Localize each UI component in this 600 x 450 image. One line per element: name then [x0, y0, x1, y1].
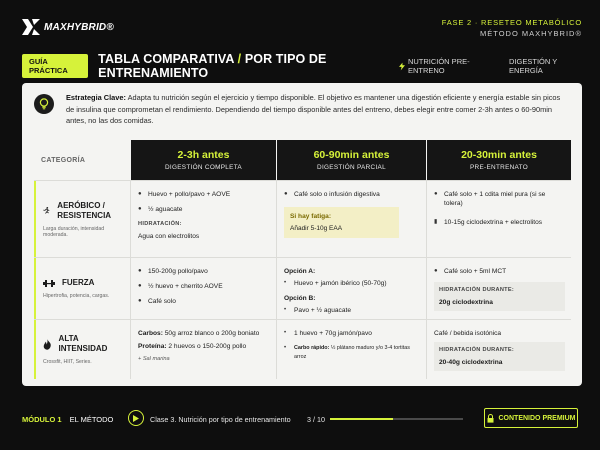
- cell-60-90min: [276, 181, 426, 257]
- food-item: Café solo: [148, 298, 176, 305]
- column-header-2-3h: [130, 140, 276, 180]
- cell-20-30min: [426, 320, 571, 379]
- food-item: Pavo + ½ aguacate: [294, 307, 352, 314]
- tag-label: DIGESTIÓN Y ENERGÍA: [509, 57, 558, 75]
- food-item: ½ huevo + cherrito AOVE: [148, 283, 223, 290]
- cell-2-3h: [130, 258, 276, 319]
- cell-60-90min: [276, 320, 426, 379]
- carbs-value: 50g arroz blanco o 200g boniato: [162, 330, 260, 337]
- meat-icon: ●: [138, 268, 142, 274]
- play-button[interactable]: [128, 410, 144, 426]
- carbs-label: Carbos:: [138, 330, 163, 337]
- lesson-title[interactable]: Clase 3. Nutrición por tipo de entrenamiento: [150, 415, 291, 424]
- tag-label: NUTRICIÓN PRE-ENTRENO: [407, 57, 470, 75]
- option-a-title: Opción A:: [284, 268, 316, 275]
- hydration-label: HIDRATACIÓN DURANTE:: [439, 347, 515, 353]
- title-main: TABLA COMPARATIVA: [98, 52, 235, 66]
- hydration-box: [434, 342, 565, 371]
- flame-icon: [43, 339, 52, 350]
- coffee-icon: ●: [434, 268, 438, 274]
- category-name: ALTA INTENSIDAD: [58, 334, 108, 353]
- salt-note: + Sal marina: [138, 356, 170, 362]
- premium-button[interactable]: [484, 408, 578, 428]
- brand-name: MAXHYBRID®: [44, 21, 114, 33]
- bullet-icon: •: [284, 345, 287, 351]
- tag-digestion: [509, 57, 582, 75]
- column-header-60-90min: [276, 140, 426, 180]
- column-time: 60-90min antes: [313, 149, 390, 161]
- topic-tags: [399, 57, 582, 75]
- progress-fill: [330, 418, 393, 420]
- premium-label: CONTENIDO PREMIUM: [498, 414, 576, 422]
- bottle-icon: ▮: [434, 219, 438, 225]
- strategy-text: [66, 92, 570, 129]
- hydration-value: 20-40g ciclodextrina: [439, 359, 503, 366]
- strategy-body: Adapta tu nutrición según el ejercicio y tiempo disponible. El objetivo es mantener una digestión eficiente y energía estable sin picos de insulina que comprometan el rendimiento. Dependiendo del tiempo disponible antes del entreno, debes elegir entre comer 2-3h antes o 60-90min antes, no las dos comidas.: [66, 93, 561, 125]
- page-title: [98, 52, 399, 80]
- row-category: [34, 181, 130, 257]
- method-label: MÉTODO MAXHYBRID®: [480, 29, 582, 38]
- egg-icon: ●: [138, 283, 142, 289]
- table-row-high-intensity: [34, 319, 571, 379]
- fast-carb-label: Carbo rápido:: [294, 345, 330, 351]
- food-item: 1 huevo + 70g jamón/pavo: [294, 330, 372, 337]
- cell-20-30min: [426, 181, 571, 257]
- comparison-card: [22, 83, 582, 386]
- hydration-value: Agua con electrolitos: [138, 233, 200, 240]
- fast-carb-value: ½ plátano maduro y/o 3-4 tortitas arroz: [294, 345, 410, 360]
- hydration-box: [434, 282, 565, 311]
- title-bar: [22, 52, 582, 80]
- column-type: PRE-ENTRENATO: [470, 164, 528, 171]
- bullet-icon: •: [284, 307, 287, 313]
- running-icon: [43, 205, 50, 216]
- hydration-value: 20g ciclodextrina: [439, 299, 493, 306]
- protein-value: 2 huevos o 150-200g pollo: [166, 343, 247, 350]
- phase-label: FASE 2 · RESETEO METABÓLICO: [441, 18, 582, 27]
- tip-title: Si hay fatiga:: [290, 213, 332, 220]
- strategy-note: [34, 92, 570, 129]
- food-item: ½ aguacate: [148, 206, 183, 213]
- lock-icon: [487, 414, 494, 423]
- category-subtitle: Larga duración, intensidad moderada.: [43, 225, 105, 238]
- category-header: CATEGORÍA: [41, 156, 86, 164]
- coffee-icon: ●: [284, 191, 288, 197]
- food-item: Huevo + pollo/pavo + AOVE: [148, 191, 231, 198]
- title-sub: POR TIPO DE ENTRENAMIENTO: [98, 52, 327, 80]
- hydration-label: HIDRATACIÓN DURANTE:: [439, 287, 515, 293]
- fatigue-tip: [284, 207, 399, 238]
- lesson-footer: [0, 394, 600, 450]
- table-row-aerobic: [34, 180, 571, 257]
- coffee-icon: ●: [434, 191, 438, 197]
- dumbbell-icon: [43, 279, 55, 288]
- cell-20-30min: [426, 258, 571, 319]
- food-item: Café / bebida isotónica: [434, 330, 502, 337]
- food-item: Huevo + jamón ibérico (50-70g): [294, 280, 387, 287]
- lightning-icon: [399, 62, 405, 71]
- hydration-label: HIDRATACIÓN:: [138, 221, 182, 227]
- page-counter: 3 / 10: [307, 415, 325, 424]
- column-type: DIGESTIÓN COMPLETA: [164, 164, 242, 171]
- phase-info: [442, 17, 582, 39]
- module-info[interactable]: [22, 415, 113, 424]
- tag-nutrition: [399, 57, 493, 75]
- table-row-strength: [34, 257, 571, 319]
- category-subtitle: Hipertrofia, potencia, cargas.: [43, 293, 110, 299]
- column-time: 20-30min antes: [461, 149, 537, 161]
- column-time: 2-3h antes: [177, 149, 230, 161]
- column-header-20-30min: [426, 140, 571, 180]
- cell-2-3h: [130, 320, 276, 379]
- cell-2-3h: [130, 181, 276, 257]
- module-name: EL MÉTODO: [69, 415, 114, 424]
- column-type: DIGESTIÓN PARCIAL: [317, 164, 386, 171]
- category-name: AERÓBICO / RESISTENCIA: [57, 200, 112, 220]
- avocado-icon: ●: [138, 206, 142, 212]
- food-item: 10-15g ciclodextrina + electrolitos: [444, 219, 543, 226]
- category-subtitle: Crossfit, HIIT, Series.: [43, 359, 92, 365]
- bullet-icon: •: [284, 330, 287, 336]
- row-category: [34, 258, 130, 319]
- egg-icon: ●: [138, 191, 142, 197]
- food-item: Café solo o infusión digestiva: [294, 191, 380, 198]
- title-separator: /: [234, 52, 245, 66]
- food-item: Café solo + 1 cdita miel pura (si se tolera): [444, 191, 546, 207]
- module-number: MÓDULO 1: [22, 415, 62, 424]
- app-header: [0, 0, 600, 52]
- x-logo-icon: [22, 19, 40, 35]
- tip-text: Añadir 5-10g EAA: [290, 225, 343, 232]
- protein-label: Proteína:: [138, 343, 167, 350]
- category-name: FUERZA: [62, 278, 95, 287]
- guide-badge: GUÍA PRÁCTICA: [22, 54, 88, 78]
- option-b-title: Opción B:: [284, 295, 316, 302]
- lightbulb-icon: [34, 94, 54, 114]
- cell-60-90min: [276, 258, 426, 319]
- coffee-icon: ●: [138, 298, 142, 304]
- table-header: [34, 140, 571, 180]
- food-item: Café solo + 5ml MCT: [444, 268, 507, 275]
- progress-bar: [330, 418, 463, 420]
- brand-logo[interactable]: [22, 19, 114, 35]
- food-item: 150-200g pollo/pavo: [148, 268, 208, 275]
- play-icon: [133, 415, 139, 422]
- row-category: [34, 320, 130, 379]
- bullet-icon: •: [284, 280, 287, 286]
- strategy-label: Estrategia Clave:: [66, 93, 126, 102]
